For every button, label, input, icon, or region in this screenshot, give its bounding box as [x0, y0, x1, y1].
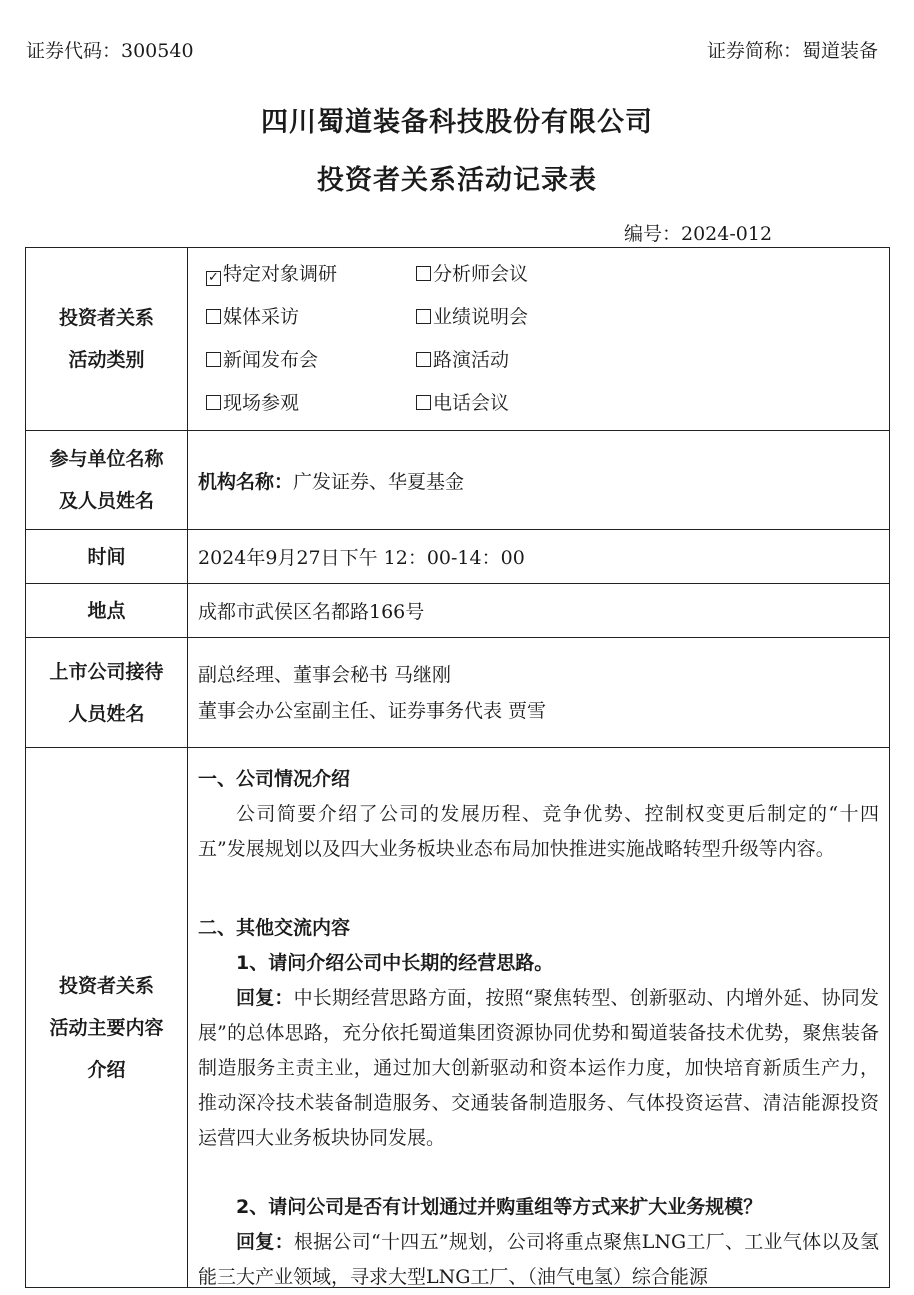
label-content: 投资者关系 活动主要内容 介绍	[26, 748, 188, 1288]
option-site-visit[interactable]: 现场参观	[206, 382, 416, 425]
company-title: 四川蜀道装备科技股份有限公司	[261, 107, 653, 138]
label-participants: 参与单位名称 及人员姓名	[26, 431, 188, 530]
row-participants	[26, 431, 890, 530]
checkbox-icon[interactable]	[206, 395, 221, 410]
option-media-interview[interactable]: 媒体采访	[206, 296, 416, 339]
security-short-name: 证券简称：蜀道装备	[706, 40, 878, 62]
record-table	[25, 247, 890, 1288]
option-roadshow[interactable]: 路演活动	[416, 339, 646, 382]
time-value: 2024年9月27日下午 12：00-14：00	[188, 530, 890, 584]
option-analyst-meeting[interactable]: 分析师会议	[416, 253, 646, 296]
checkbox-icon[interactable]	[416, 266, 431, 281]
form-title: 投资者关系活动记录表	[317, 165, 597, 196]
section1-heading: 一、公司情况介绍	[198, 768, 351, 790]
reception-value	[188, 638, 890, 748]
participants-value	[188, 431, 890, 530]
label-time: 时间	[26, 530, 188, 584]
reception-person-1: 副总经理、董事会秘书 马继刚	[198, 663, 452, 686]
row-activity-type	[26, 248, 890, 431]
row-location	[26, 584, 890, 638]
row-content	[26, 748, 890, 1288]
org-label: 机构名称：	[198, 470, 294, 493]
option-earnings-briefing[interactable]: 业绩说明会	[416, 296, 646, 339]
security-code: 证券代码：300540	[26, 40, 194, 62]
checkbox-checked-icon[interactable]: ✓	[206, 271, 221, 286]
location-value: 成都市武侯区名都路166号	[188, 584, 890, 638]
content-body	[188, 748, 889, 1288]
document-number: 编号：2024-012	[624, 223, 773, 245]
option-conference-call[interactable]: 电话会议	[416, 382, 646, 425]
checkbox-icon[interactable]	[416, 395, 431, 410]
section2-heading: 二、其他交流内容	[198, 917, 351, 939]
answer-2: 回复：根据公司“十四五”规划，公司将重点聚焦LNG工厂、工业气体以及氢能三大产业领域，寻求大型LNG工厂、（油气电氢）综合能源	[198, 1231, 879, 1288]
content-value	[188, 748, 890, 1288]
row-time	[26, 530, 890, 584]
checkbox-icon[interactable]	[416, 352, 431, 367]
question-1: 1、请问介绍公司中长期的经营思路。	[236, 952, 554, 974]
question-2: 2、请问公司是否有计划通过并购重组等方式来扩大业务规模？	[236, 1196, 763, 1218]
checkbox-grid	[188, 248, 889, 425]
activity-type-options	[188, 248, 890, 431]
checkbox-icon[interactable]	[206, 352, 221, 367]
label-location: 地点	[26, 584, 188, 638]
label-activity-type: 投资者关系 活动类别	[26, 248, 188, 431]
checkbox-icon[interactable]	[206, 309, 221, 324]
reception-person-2: 董事会办公室副主任、证券事务代表 贾雪	[198, 699, 547, 722]
answer-1: 回复：中长期经营思路方面，按照“聚焦转型、创新驱动、内增外延、协同发展”的总体思路，充分依托蜀道集团资源协同优势和蜀道装备技术优势，聚焦装备制造服务主责主业，通过加大创新驱动和资本运作力度，加快培育新质生产力，推动深冷技术装备制造服务、交通装备制造服务、气体投资运营、清洁能源投资运营四大业务板块协同发展。	[198, 987, 879, 1149]
option-press-conference[interactable]: 新闻发布会	[206, 339, 416, 382]
row-reception	[26, 638, 890, 748]
option-specific-research[interactable]: ✓ 特定对象调研	[206, 253, 416, 296]
section1-text: 公司简要介绍了公司的发展历程、竞争优势、控制权变更后制定的“十四五”发展规划以及四大业务板块业态布局加快推进实施战略转型升级等内容。	[198, 803, 879, 860]
org-value: 广发证券、华夏基金	[293, 470, 465, 493]
label-reception: 上市公司接待 人员姓名	[26, 638, 188, 748]
checkbox-icon[interactable]	[416, 309, 431, 324]
